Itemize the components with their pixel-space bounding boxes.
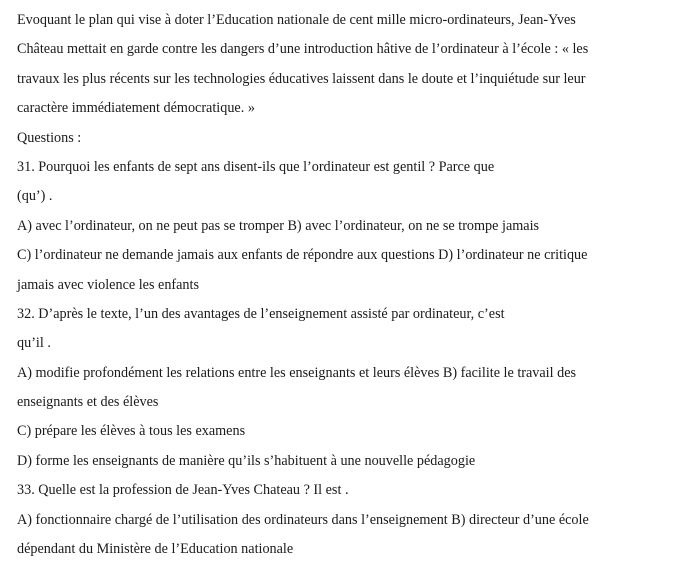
question-32-stem-cont: qu’il .	[17, 335, 51, 352]
question-31-stem-cont: (qu’) .	[17, 188, 53, 205]
question-32-option-d: D) forme les enseignants de manière qu’ils s’habituent à une nouvelle pédagogie	[17, 452, 476, 469]
question-32-options-ab: A) modifie profondément les relations entre les enseignants et leurs élèves B) facilite le travail des	[17, 364, 577, 381]
question-33-options-ab-cont: dépendant du Ministère de l’Education nationale	[17, 541, 294, 558]
document-body	[17, 6, 672, 564]
question-33-options-ab: A) fonctionnaire chargé de l’utilisation des ordinateurs dans l’enseignement B) directeur d’une école	[17, 511, 589, 528]
passage-line-3: travaux les plus récents sur les technologies éducatives laissent dans le doute et l’inquiétude sur leur	[17, 70, 586, 87]
question-31-options-cd-cont: jamais avec violence les enfants	[17, 276, 199, 293]
question-31-stem: 31. Pourquoi les enfants de sept ans disent-ils que l’ordinateur est gentil ? Parce que	[17, 158, 495, 175]
questions-heading: Questions :	[17, 129, 82, 146]
passage-line-1: Evoquant le plan qui vise à doter l’Education nationale de cent mille micro-ordinateurs, Jean-Yves	[17, 12, 576, 28]
question-32-options-ab-cont: enseignants et des élèves	[17, 394, 159, 411]
question-32-stem: 32. D’après le texte, l’un des avantages de l’enseignement assisté par ordinateur, c’est	[17, 305, 505, 322]
passage-line-4: caractère immédiatement démocratique. »	[17, 100, 255, 117]
passage-line-2: Château mettait en garde contre les dangers d’une introduction hâtive de l’ordinateur à l’école : « les	[17, 41, 589, 58]
question-31-options-cd: C) l’ordinateur ne demande jamais aux enfants de répondre aux questions D) l’ordinateur ne critique	[17, 247, 588, 264]
question-31-options-ab: A) avec l’ordinateur, on ne peut pas se tromper B) avec l’ordinateur, on ne se trompe jamais	[17, 217, 540, 234]
question-33-stem: 33. Quelle est la profession de Jean-Yves Chateau ? Il est .	[17, 482, 349, 499]
question-32-option-c: C) prépare les élèves à tous les examens	[17, 423, 246, 440]
